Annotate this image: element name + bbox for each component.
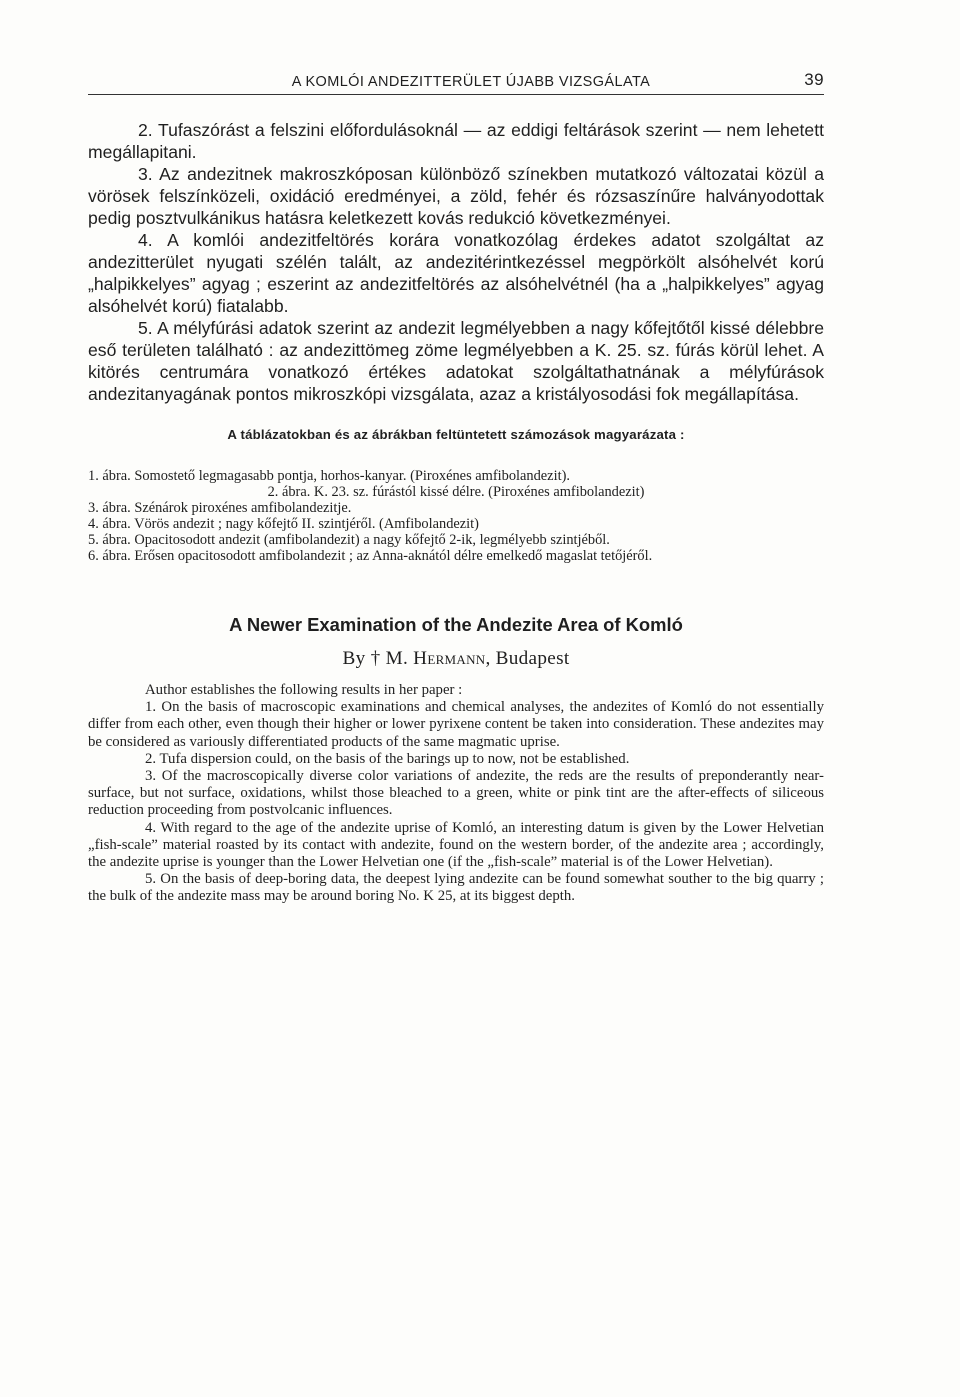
byline-suffix: , Budapest bbox=[485, 648, 570, 669]
legend-item: 1. ábra. Somostető legmagasabb pontja, horhos-kanyar. (Piroxénes amfibolandezit). bbox=[88, 468, 570, 484]
en-paragraph: Author establishes the following results in her paper : bbox=[145, 682, 463, 698]
byline-prefix: By † M. bbox=[342, 648, 409, 669]
en-paragraph: 3. Of the macroscopically diverse color variations of andezite, the reds are the results of preponderantly near-surface, but not surface, oxidations, whilst those bleached to a green, white or pink tint are the after-effects of siliceous reduction proceeding from postvolcanic influences. bbox=[88, 768, 824, 819]
legend-item: 6. ábra. Erősen opacitosodott amfibolandezit ; az Anna-aknától délre emelkedő magaslat tetőjéről. bbox=[88, 548, 653, 564]
en-paragraph: 2. Tufa dispersion could, on the basis of the barings up to now, not be established. bbox=[145, 750, 630, 767]
header-rule bbox=[88, 94, 824, 95]
english-summary bbox=[88, 682, 824, 906]
hu-paragraph-2: 2. Tufaszórást a felszini előfordulásoknál — az eddigi feltárások szerint — nem lehetett megállapitani. bbox=[88, 120, 824, 162]
hungarian-conclusions bbox=[88, 119, 824, 405]
running-header bbox=[88, 68, 824, 94]
hu-paragraph-5: 5. A mélyfúrási adatok szerint az andezit legmélyebben a nagy kőfejtőtől kissé délebbre eső területen található : az andezittömeg zöme legmélyebben a K. 25. sz. fúrás körül lehet. A kitörés centrumára vonatkozó értékes adatokat szolgáltathatnának a mélyfúrások andezitanyagának pontos mikroszkópi vizsgálata, azaz a kristályosodási fok megállapítása. bbox=[88, 318, 824, 404]
en-paragraph: 1. On the basis of macroscopic examinations and chemical analyses, the andezites of Komló do not essentially differ from each other, even though their higher or lower pyrixene content be taken into consideration. These andezites may be considered as variously differentiated products of the same magmatic uprise. bbox=[88, 699, 824, 750]
page bbox=[88, 68, 824, 906]
author-name: Hermann bbox=[413, 648, 486, 669]
legend-item: 3. ábra. Szénárok piroxénes amfibolandezitje. bbox=[88, 500, 352, 516]
en-paragraph: 5. On the basis of deep-boring data, the deepest lying andezite can be found somewhat souther to the big quarry ; the bulk of the andezite mass may be around boring No. K 25, at its biggest depth. bbox=[88, 871, 824, 905]
hu-paragraph-3: 3. Az andezitnek makroszkóposan különböző színekben mutatkozó változatai közül a vörösek felszínközeli, oxidáció eredményei, a zöld, fehér és rózsaszínűre halványodottak pedig posztvulkánikus hatásra keletkezett kovás redukció következményei. bbox=[88, 164, 824, 228]
hu-paragraph-4: 4. A komlói andezitfeltörés korára vonatkozólag érdekes adatot szolgáltat az andezitterület nyugati szélén talált, az andezitérintkezéssel megpörkölt alsóhelvét korú „halpikkelyes” agyag ; eszerint az andezitfeltörés az alsóhelvétnél (ha a „halpikkelyes” agyag alsóhelvét korú) fiatalabb. bbox=[88, 230, 824, 316]
en-paragraph: 4. With regard to the age of the andezite uprise of Komló, an interesting datum is given by the Lower Helvetian „fish-scale” material roasted by its contact with andezite, found on the western border, of the andezite area ; accordingly, the andezite uprise is younger than the Lower Helvetian one (if the „fish-scale” material is of the Lower Helvetian). bbox=[88, 819, 824, 871]
legend-item: 2. ábra. K. 23. sz. fúrástól kissé délre. (Piroxénes amfibolandezit) bbox=[267, 484, 645, 500]
author-byline bbox=[88, 648, 824, 670]
legend-item: 4. ábra. Vörös andezit ; nagy kőfejtő II. szintjéről. (Amfibolandezit) bbox=[88, 516, 479, 532]
running-title: A KOMLÓI ANDEZITTERÜLET ÚJABB VIZSGÁLATA bbox=[291, 74, 651, 90]
figure-legend bbox=[88, 468, 824, 564]
english-title: A Newer Examination of the Andezite Area of Komló bbox=[229, 614, 683, 635]
legend-item: 5. ábra. Opacitosodott andezit (amfibolandezit) a nagy kőfejtő 2-ik, legmélyebb szintjéből. bbox=[88, 532, 610, 548]
legend-title: A táblázatokban és az ábrákban feltüntetett számozások magyarázata : bbox=[227, 427, 685, 442]
page-number: 39 bbox=[804, 70, 824, 89]
